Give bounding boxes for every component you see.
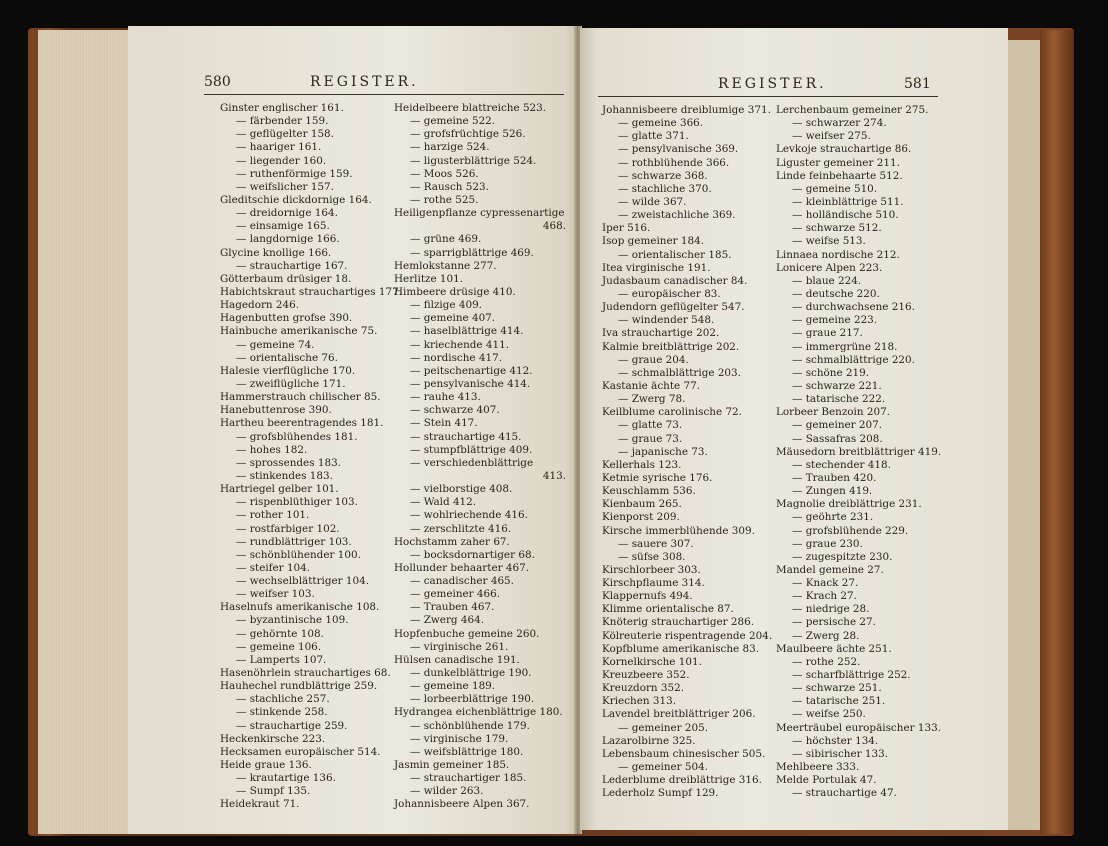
right-page-edges (1006, 40, 1042, 830)
index-entry: Kienbaum 265. (602, 498, 682, 511)
index-subentry: — schwarze 251. (792, 682, 882, 695)
index-entry: Knöterig strauchartiger 286. (602, 616, 755, 629)
index-subentry: — strauchartiger 185. (410, 772, 527, 785)
index-entry: Hopfenbuche gemeine 260. (394, 627, 540, 640)
index-subentry: — persische 27. (792, 616, 876, 629)
index-entry: Hanebuttenrose 390. (220, 404, 332, 417)
index-entry: Judasbaum canadischer 84. (602, 274, 748, 287)
index-subentry: — wohlriechende 416. (410, 509, 528, 522)
index-entry: Ketmie syrische 176. (602, 471, 713, 484)
index-subentry: — japanische 73. (618, 445, 708, 458)
index-subentry: — schmalblättrige 220. (792, 353, 915, 366)
index-entry: Hartheu beerentragendes 181. (220, 417, 384, 430)
index-subentry: — Rausch 523. (410, 180, 489, 193)
index-subentry: — orientalischer 185. (618, 248, 732, 261)
index-entry: Hochstamm zaher 67. (394, 535, 510, 548)
index-entry: Lavendel breitblättriger 206. (602, 708, 756, 721)
index-entry: Haselnufs amerikanische 108. (220, 601, 380, 614)
index-entry: Maulbeere ächte 251. (776, 642, 892, 655)
index-entry: Johannisbeere dreiblumige 371. (602, 104, 771, 116)
index-subentry: — strauchartige 259. (236, 719, 348, 732)
index-subentry: — europäischer 83. (618, 287, 721, 300)
index-subentry: — harzige 524. (410, 141, 490, 154)
index-subentry: — Zwerg 78. (618, 393, 686, 406)
index-entry: Mäusedorn breitblättriger 419. (776, 445, 942, 458)
index-subentry: — kriechende 411. (410, 338, 510, 351)
index-subentry: — wilder 263. (410, 785, 484, 798)
index-subentry: — geflügelter 158. (236, 128, 334, 141)
index-continuation: 468. (542, 220, 566, 233)
index-subentry: — windender 548. (618, 314, 715, 327)
left-page (128, 26, 578, 834)
index-entry: Johannisbeere Alpen 367. (394, 798, 530, 811)
index-subentry: — lorbeerblättrige 190. (410, 693, 535, 706)
index-entry: Klappernufs 494. (602, 590, 693, 603)
index-subentry: — sprossendes 183. (236, 456, 341, 469)
index-subentry: — rundblättriger 103. (236, 535, 352, 548)
index-entry: Halesie vierflügliche 170. (220, 364, 356, 377)
index-entry: Hydrangea eichenblättrige 180. (394, 706, 563, 719)
index-subentry: — gemeiner 207. (792, 419, 883, 432)
index-subentry: — filzige 409. (410, 299, 482, 312)
index-entry: Kriechen 313. (602, 695, 676, 708)
index-subentry: — Sumpf 135. (236, 785, 311, 798)
index-subentry: — Trauben 467. (410, 601, 495, 614)
index-entry: Iva strauchartige 202. (602, 327, 720, 340)
index-subentry: — weifser 275. (792, 130, 871, 143)
index-subentry: — gemeiner 466. (410, 588, 501, 601)
index-subentry: — dreidornige 164. (236, 207, 338, 220)
index-entry: Hasenöhrlein strauchartiges 68. (220, 667, 391, 680)
index-subentry: — schwarze 368. (618, 169, 708, 182)
index-subentry: — schwarzer 274. (792, 117, 887, 130)
index-subentry: — deutsche 220. (792, 287, 880, 300)
index-entry: Isop gemeiner 184. (602, 235, 705, 248)
index-subentry: — rother 101. (236, 509, 310, 522)
index-entry: Lederholz Sumpf 129. (602, 787, 719, 800)
index-entry: Kellerhals 123. (602, 458, 682, 471)
index-subentry: — haselblättrige 414. (410, 325, 524, 338)
index-entry: Liguster gemeiner 211. (776, 156, 900, 169)
index-entry: Keilblume carolinische 72. (602, 406, 742, 419)
index-subentry: — Lamperts 107. (236, 653, 327, 666)
index-entry: Levkoje strauchartige 86. (776, 143, 912, 156)
index-entry: Magnolie dreiblättrige 231. (776, 498, 922, 511)
index-subentry: — strauchartige 47. (792, 787, 897, 800)
index-subentry: — haariger 161. (236, 141, 322, 154)
index-entry: Kirsche immerblühende 309. (602, 524, 755, 537)
index-entry: Heidelbeere blattreiche 523. (394, 102, 547, 114)
index-entry: Hainbuche amerikanische 75. (220, 325, 378, 338)
index-subentry: — Sassafras 208. (792, 432, 883, 445)
right-page-number: 581 (904, 76, 931, 92)
index-entry: Lederblume dreiblättrige 316. (602, 774, 762, 787)
index-column (602, 104, 776, 800)
index-subentry: — rostfarbiger 102. (236, 522, 340, 535)
index-entry: Hemlokstanne 277. (394, 259, 497, 272)
index-subentry: — sparrigblättrige 469. (410, 246, 534, 259)
index-column (776, 104, 946, 800)
index-entry: Hollunder behaarter 467. (394, 561, 529, 574)
index-entry: Hauhechel rundblättrige 259. (220, 680, 378, 693)
index-column (394, 102, 570, 812)
index-subentry: — immergrüne 218. (792, 340, 898, 353)
index-subentry: — ligusterblättrige 524. (410, 154, 537, 167)
index-subentry: — weifse 513. (792, 235, 866, 248)
index-entry: Melde Portulak 47. (776, 774, 877, 787)
index-subentry: — graue 204. (618, 353, 689, 366)
index-entry: Linde feinbehaarte 512. (776, 169, 903, 182)
index-subentry: — zweistachliche 369. (618, 209, 736, 222)
index-subentry: — pensylvanische 369. (618, 143, 739, 156)
index-entry: Kalmie breitblättrige 202. (602, 340, 740, 353)
index-subentry: — canadischer 465. (410, 575, 514, 588)
index-entry: Mandel gemeine 27. (776, 563, 884, 576)
index-subentry: — schmalblättrige 203. (618, 366, 741, 379)
index-subentry: — färbender 159. (236, 115, 329, 128)
index-entry: Judendorn geflügelter 547. (602, 301, 745, 314)
index-subentry: — tatarische 251. (792, 695, 886, 708)
left-page-edges (28, 30, 128, 834)
index-subentry: — gemeine 407. (410, 312, 496, 325)
index-entry: Kienporst 209. (602, 511, 680, 524)
index-subentry: — zweiflügliche 171. (236, 377, 346, 390)
left-page-header: REGISTER. (310, 74, 419, 90)
index-entry: Hagedorn 246. (220, 299, 300, 312)
index-subentry: — strauchartige 167. (236, 259, 348, 272)
header-rule (598, 96, 938, 97)
index-subentry: — gemeine 106. (236, 640, 322, 653)
index-subentry: — weifser 103. (236, 588, 315, 601)
index-subentry: — weifslicher 157. (236, 180, 334, 193)
index-entry: Meerträubel europäischer 133. (776, 721, 941, 734)
index-entry: Hecksamen europäischer 514. (220, 745, 381, 758)
index-subentry: — glatte 371. (618, 130, 689, 143)
index-subentry: — graue 217. (792, 327, 863, 340)
index-entry: Kastanie ächte 77. (602, 379, 700, 392)
index-subentry: — zugespitzte 230. (792, 550, 893, 563)
index-entry: Mehlbeere 333. (776, 761, 860, 774)
index-entry: Habichtskraut strauchartiges 177. (220, 285, 402, 298)
index-entry: Lazarolbirne 325. (602, 734, 696, 747)
index-subentry: — schöne 219. (792, 366, 870, 379)
index-entry: Hagenbutten grofse 390. (220, 312, 353, 325)
index-entry: Himbeere drüsige 410. (394, 285, 516, 298)
index-subentry: — graue 73. (618, 432, 683, 445)
index-entry: Lerchenbaum gemeiner 275. (776, 104, 929, 116)
index-subentry: — gemeine 366. (618, 117, 704, 130)
index-entry: Heidekraut 71. (220, 798, 300, 811)
index-entry: Heckenkirsche 223. (220, 732, 326, 745)
index-entry: Herlitze 101. (394, 272, 464, 285)
index-subentry: — stachliche 257. (236, 693, 330, 706)
index-subentry: — zerschlitzte 416. (410, 522, 512, 535)
index-subentry: — virginische 261. (410, 640, 509, 653)
index-entry: Kirschlorbeer 303. (602, 563, 701, 576)
index-subentry: — grüne 469. (410, 233, 482, 246)
index-subentry: — byzantinische 109. (236, 614, 349, 627)
index-subentry: — Zungen 419. (792, 485, 873, 498)
index-subentry: — graue 230. (792, 537, 863, 550)
index-subentry: — blaue 224. (792, 274, 862, 287)
index-subentry: — Moos 526. (410, 167, 479, 180)
index-subentry: — gemeine 522. (410, 115, 496, 128)
index-entry: Keuschlamm 536. (602, 485, 696, 498)
index-subentry: — schwarze 407. (410, 404, 500, 417)
index-subentry: — holländische 510. (792, 209, 899, 222)
index-subentry: — glatte 73. (618, 419, 683, 432)
index-subentry: — einsamige 165. (236, 220, 330, 233)
index-subentry: — durchwachsene 216. (792, 301, 915, 314)
right-page-header: REGISTER. (718, 76, 827, 92)
index-subentry: — grofsblühende 229. (792, 524, 909, 537)
index-subentry: — schönblühende 179. (410, 719, 530, 732)
index-entry: Ginster englischer 161. (220, 102, 344, 114)
index-subentry: — weifse 250. (792, 708, 866, 721)
index-subentry: — grofsblühendes 181. (236, 430, 358, 443)
index-subentry: — schwarze 221. (792, 379, 882, 392)
index-subentry: — verschiedenblättrige (410, 456, 534, 469)
index-subentry: — schwarze 512. (792, 222, 882, 235)
index-subentry: — ruthenförmige 159. (236, 167, 353, 180)
index-subentry: — gehörnte 108. (236, 627, 324, 640)
index-subentry: — süfse 308. (618, 550, 686, 563)
index-entry: Kölreuterie rispentragende 204. (602, 629, 773, 642)
index-subentry: — wechselblättriger 104. (236, 575, 370, 588)
index-subentry: — orientalische 76. (236, 351, 338, 364)
index-subentry: — gemeine 510. (792, 182, 878, 195)
index-subentry: — Wald 412. (410, 496, 477, 509)
index-subentry: — strauchartige 415. (410, 430, 522, 443)
index-subentry: — hohes 182. (236, 443, 308, 456)
book-cover-edge (1040, 30, 1074, 834)
index-subentry: — scharfblättrige 252. (792, 669, 911, 682)
index-subentry: — nordische 417. (410, 351, 503, 364)
index-entry: Kreuzdorn 352. (602, 682, 685, 695)
index-subentry: — höchster 134. (792, 734, 879, 747)
index-subentry: — dunkelblättrige 190. (410, 667, 532, 680)
index-subentry: — Stein 417. (410, 417, 478, 430)
index-subentry: — Trauben 420. (792, 471, 877, 484)
right-page (580, 28, 1008, 830)
index-subentry: — peitschenartige 412. (410, 364, 533, 377)
index-subentry: — pensylvanische 414. (410, 377, 531, 390)
index-entry: Heide graue 136. (220, 759, 312, 772)
header-rule (204, 94, 564, 95)
index-entry: Klimme orientalische 87. (602, 603, 734, 616)
index-subentry: — geöhrte 231. (792, 511, 874, 524)
index-subentry: — gemeine 223. (792, 314, 878, 327)
index-subentry: — rothblühende 366. (618, 156, 730, 169)
index-entry: Hartriegel gelber 101. (220, 483, 339, 496)
index-subentry: — krautartige 136. (236, 772, 336, 785)
left-page-number: 580 (204, 74, 231, 90)
index-column (220, 102, 402, 812)
index-entry: Gleditschie dickdornige 164. (220, 193, 372, 206)
index-subentry: — virginische 179. (410, 732, 509, 745)
index-subentry: — rispenblüthiger 103. (236, 496, 358, 509)
index-entry: Kreuzbeere 352. (602, 669, 690, 682)
index-entry: Hammerstrauch chilischer 85. (220, 391, 381, 404)
index-entry: Kirschpflaume 314. (602, 577, 705, 590)
index-entry: Lonicere Alpen 223. (776, 261, 883, 274)
index-subentry: — niedrige 28. (792, 603, 870, 616)
index-entry: Kornelkirsche 101. (602, 655, 702, 668)
index-entry: Iper 516. (602, 222, 651, 235)
index-subentry: — gemeiner 205. (618, 721, 709, 734)
index-subentry: — gemeiner 504. (618, 761, 709, 774)
index-subentry: — liegender 160. (236, 154, 327, 167)
index-subentry: — Knack 27. (792, 577, 859, 590)
index-subentry: — tatarische 222. (792, 393, 886, 406)
index-entry: Götterbaum drüsiger 18. (220, 272, 352, 285)
index-subentry: — steifer 104. (236, 561, 311, 574)
index-entry: Lorbeer Benzoin 207. (776, 406, 891, 419)
index-subentry: — sibirischer 133. (792, 747, 889, 760)
index-entry: Glycine knollige 166. (220, 246, 332, 259)
index-subentry: — stumpfblättrige 409. (410, 443, 533, 456)
index-subentry: — grofsfrüchtige 526. (410, 128, 526, 141)
index-subentry: — rothe 252. (792, 655, 861, 668)
index-subentry: — weifsblättrige 180. (410, 745, 524, 758)
index-subentry: — rauhe 413. (410, 391, 481, 404)
index-subentry: — rothe 525. (410, 193, 479, 206)
index-subentry: — Zwerg 464. (410, 614, 485, 627)
index-subentry: — Krach 27. (792, 590, 857, 603)
index-subentry: — schönblühender 100. (236, 548, 361, 561)
index-subentry: — stinkendes 183. (236, 469, 333, 482)
index-entry: Linnaea nordische 212. (776, 248, 900, 261)
index-entry: Heiligenpflanze cypressenartige (394, 207, 565, 220)
index-subentry: — vielborstige 408. (410, 483, 513, 496)
index-continuation: 413. (542, 469, 566, 482)
index-subentry: — gemeine 74. (236, 338, 315, 351)
index-subentry: — kleinblättrige 511. (792, 195, 904, 208)
index-subentry: — wilde 367. (618, 195, 687, 208)
index-subentry: — bocksdornartiger 68. (410, 548, 535, 561)
index-entry: Kopfblume amerikanische 83. (602, 642, 760, 655)
index-subentry: — stachliche 370. (618, 182, 712, 195)
index-subentry: — stechender 418. (792, 458, 891, 471)
index-subentry: — Zwerg 28. (792, 629, 860, 642)
index-entry: Jasmin gemeiner 185. (394, 759, 510, 772)
index-entry: Hülsen canadische 191. (394, 653, 520, 666)
index-subentry: — sauere 307. (618, 537, 694, 550)
index-entry: Itea virginische 191. (602, 261, 711, 274)
index-entry: Lebensbaum chinesischer 505. (602, 747, 766, 760)
index-subentry: — stinkende 258. (236, 706, 328, 719)
index-subentry: — gemeine 189. (410, 680, 496, 693)
index-subentry: — langdornige 166. (236, 233, 340, 246)
